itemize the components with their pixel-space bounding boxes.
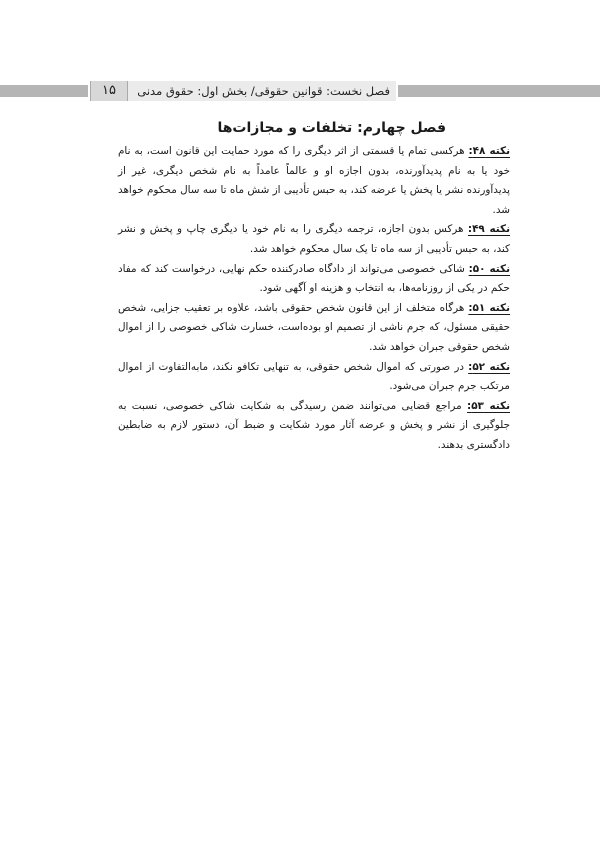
running-title: فصل نخست: قوانین حقوقی/ بخش اول: حقوق مدنی [128,81,396,101]
note-text: شاکی خصوصی می‌تواند از دادگاه صادرکننده حکم نهایی، درخواست کند که مفاد حکم در یکی از روزنامه‌ها، به انتخاب و هزینه او آگهی شود. [118,262,510,295]
note-label: نکته ۵۲: [468,360,510,373]
note-51 [118,299,510,358]
chapter-title: فصل چهارم: تخلفات و مجازات‌ها [217,120,446,136]
note-label: نکته ۵۱: [468,301,510,314]
note-text: هرکسی تمام یا قسمتی از اثر دیگری را که مورد حمایت این قانون است، به نام خود یا به نام پدیدآورنده، بدون اجازه او و عالماً عامداً به نام شخص دیگری، غیر از پدیدآورنده نشر یا پخش یا عرضه کند، به حبس تأدیبی از شش ماه تا سه سال محکوم خواهد شد. [118,145,510,216]
page-content [118,116,510,456]
page-number: ۱۵ [90,81,128,101]
note-text: مراجع قضایی می‌توانند ضمن رسیدگی به شکایت شاکی خصوصی، نسبت به جلوگیری از نشر و پخش و عرضه آثار مورد شکایت و ضبط آن، دستور لازم به ضابطین دادگستری بدهند. [118,399,510,451]
note-49 [118,220,510,259]
note-48 [118,142,510,220]
note-label: نکته ۴۹: [467,223,510,236]
note-label: نکته ۴۸: [468,145,510,157]
note-text: هرکس بدون اجازه، ترجمه دیگری را به نام خود یا دیگری چاپ و پخش و نشر کند، به حبس تأدیبی از سه ماه تا یک سال محکوم خواهد شد. [118,223,510,255]
note-53 [118,397,510,456]
note-52 [118,358,510,397]
running-header [0,84,600,98]
note-text: در صورتی که اموال شخص حقوقی، به تنهایی تکافو نکند، مابه‌التفاوت از اموال مرتکب جرم جبران می‌شود. [118,360,510,393]
note-label: نکته ۵۰: [468,262,510,275]
note-50 [118,260,510,299]
header-bar-right [398,85,600,97]
note-text: هرگاه متخلف از این قانون شخص حقوقی باشد، علاوه بر تعقیب جزایی، شخص حقیقی مسئول، که جرم ناشی از تصمیم او بوده‌است، خسارت شاکی خصوصی را از اموال شخص حقوقی جبران خواهد شد. [118,301,510,353]
header-bar-left [0,85,88,97]
note-label: نکته ۵۳: [467,399,510,412]
